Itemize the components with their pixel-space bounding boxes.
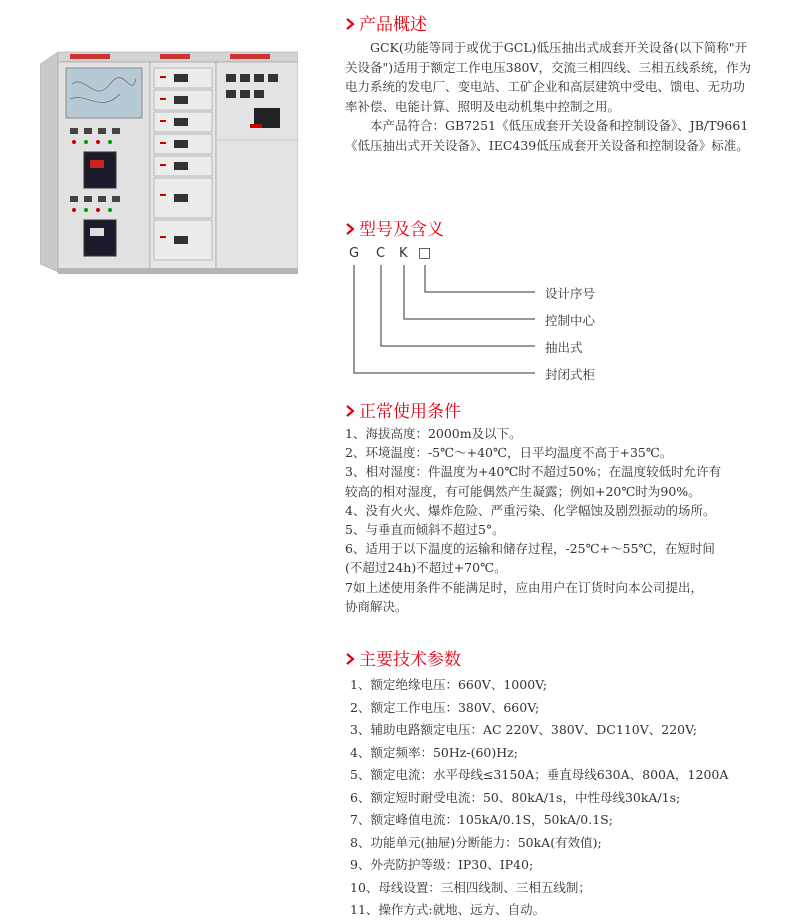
list-item: 1、海拔高度：2000m及以下。	[345, 426, 522, 441]
chevron-right-icon	[345, 220, 355, 240]
list-item: 4、额定频率：50Hz-(60)Hz;	[350, 744, 518, 760]
list-item: 4、没有火火、爆炸危险、严重污染、化学幅蚀及剧烈振动的场所。	[345, 502, 716, 518]
chevron-right-icon	[345, 402, 355, 422]
list-item: 5、额定电流：水平母线≤3150A；垂直母线630A、800A，1200A	[350, 767, 729, 782]
model-letter-box: □	[418, 245, 432, 261]
meaning-control-center: 控制中心	[545, 313, 596, 328]
list-item: 1、额定绝缘电压：660V、1000V;	[350, 677, 548, 692]
model-letter-c: C	[376, 246, 386, 261]
list-item: 8、功能单元(抽屉)分断能力：50kA(有效值);	[350, 834, 602, 850]
list-item: 较高的相对湿度，有可能偶然产生凝露；例如+20℃时为90%。	[345, 483, 701, 499]
list-item: 3、辅助电路额定电压：AC 220V、380V、DC110V、220V;	[350, 722, 698, 737]
section-title-overview: 产品概述	[345, 10, 427, 35]
list-item: 10、母线设置：三相四线制、三相五线制；	[350, 879, 591, 895]
list-item: 6、适用于以下温度的运输和储存过程，-25℃+～55℃，在短时间	[345, 541, 715, 557]
model-connector-lines	[345, 240, 645, 390]
chevron-right-icon	[345, 15, 355, 35]
standards-paragraph: 本产品符合：GB7251《低压成套开关设备和控制设备》、JB/T9661《低压抽出式开关设备》、IEC439低压成套开关设备和控制设备》标准。	[345, 118, 749, 153]
list-item: 2、额定工作电压：380V、660V;	[350, 699, 540, 715]
switchgear-cabinet-image	[40, 44, 298, 276]
overview-paragraph: GCK(功能等同于或优于GCL)低压抽出式成套开关设备(以下简称"开关设备")适用于额定工作电压380V，交流三相四线、三相五线系统，作为电力系统的发电厂、变电站、工矿企业和高层建筑中受电、馈电、无功功率补偿、电能计算、照明及电动机集中控制之用。	[345, 40, 752, 114]
chevron-right-icon	[345, 650, 355, 670]
specs-list	[350, 674, 770, 922]
list-item: 11、操作方式:就地、远方、自动。	[350, 902, 546, 917]
meaning-design-serial: 设计序号	[545, 286, 596, 301]
overview-text	[345, 38, 755, 155]
list-item: 3、相对湿度：件温度为+40℃时不超过50%；在温度较低时允许有	[345, 464, 722, 480]
list-item: 5、与垂直而倾斜不超过5°。	[345, 521, 505, 537]
meaning-enclosed-cabinet: 封闭式柜	[545, 367, 596, 382]
list-item: 协商解决。	[345, 598, 408, 614]
section-title-conditions: 正常使用条件	[345, 397, 461, 422]
conditions-list	[345, 424, 765, 616]
list-item: 6、额定短时耐受电流：50、80kA/1s，中性母线30kA/1s;	[350, 789, 681, 805]
list-item: 9、外壳防护等级：IP30、IP40;	[350, 857, 534, 872]
model-letter-g: G	[349, 246, 360, 261]
list-item: 2、环境温度：-5℃～+40℃，日平均温度不高于+35℃。	[345, 445, 673, 461]
list-item: 7如上述使用条件不能满足时，应由用户在订货时向本公司提出，	[345, 579, 703, 595]
section-title-specs: 主要技术参数	[345, 645, 461, 670]
meaning-withdrawable: 抽出式	[545, 340, 583, 355]
list-item: 7、额定峰值电流：105kA/0.1S，50kA/0.1S;	[350, 812, 613, 827]
list-item: (不超过24h)不超过+70℃。	[345, 560, 507, 576]
model-diagram	[345, 240, 645, 390]
model-letter-k: K	[399, 246, 408, 261]
section-title-model: 型号及含义	[345, 215, 444, 240]
